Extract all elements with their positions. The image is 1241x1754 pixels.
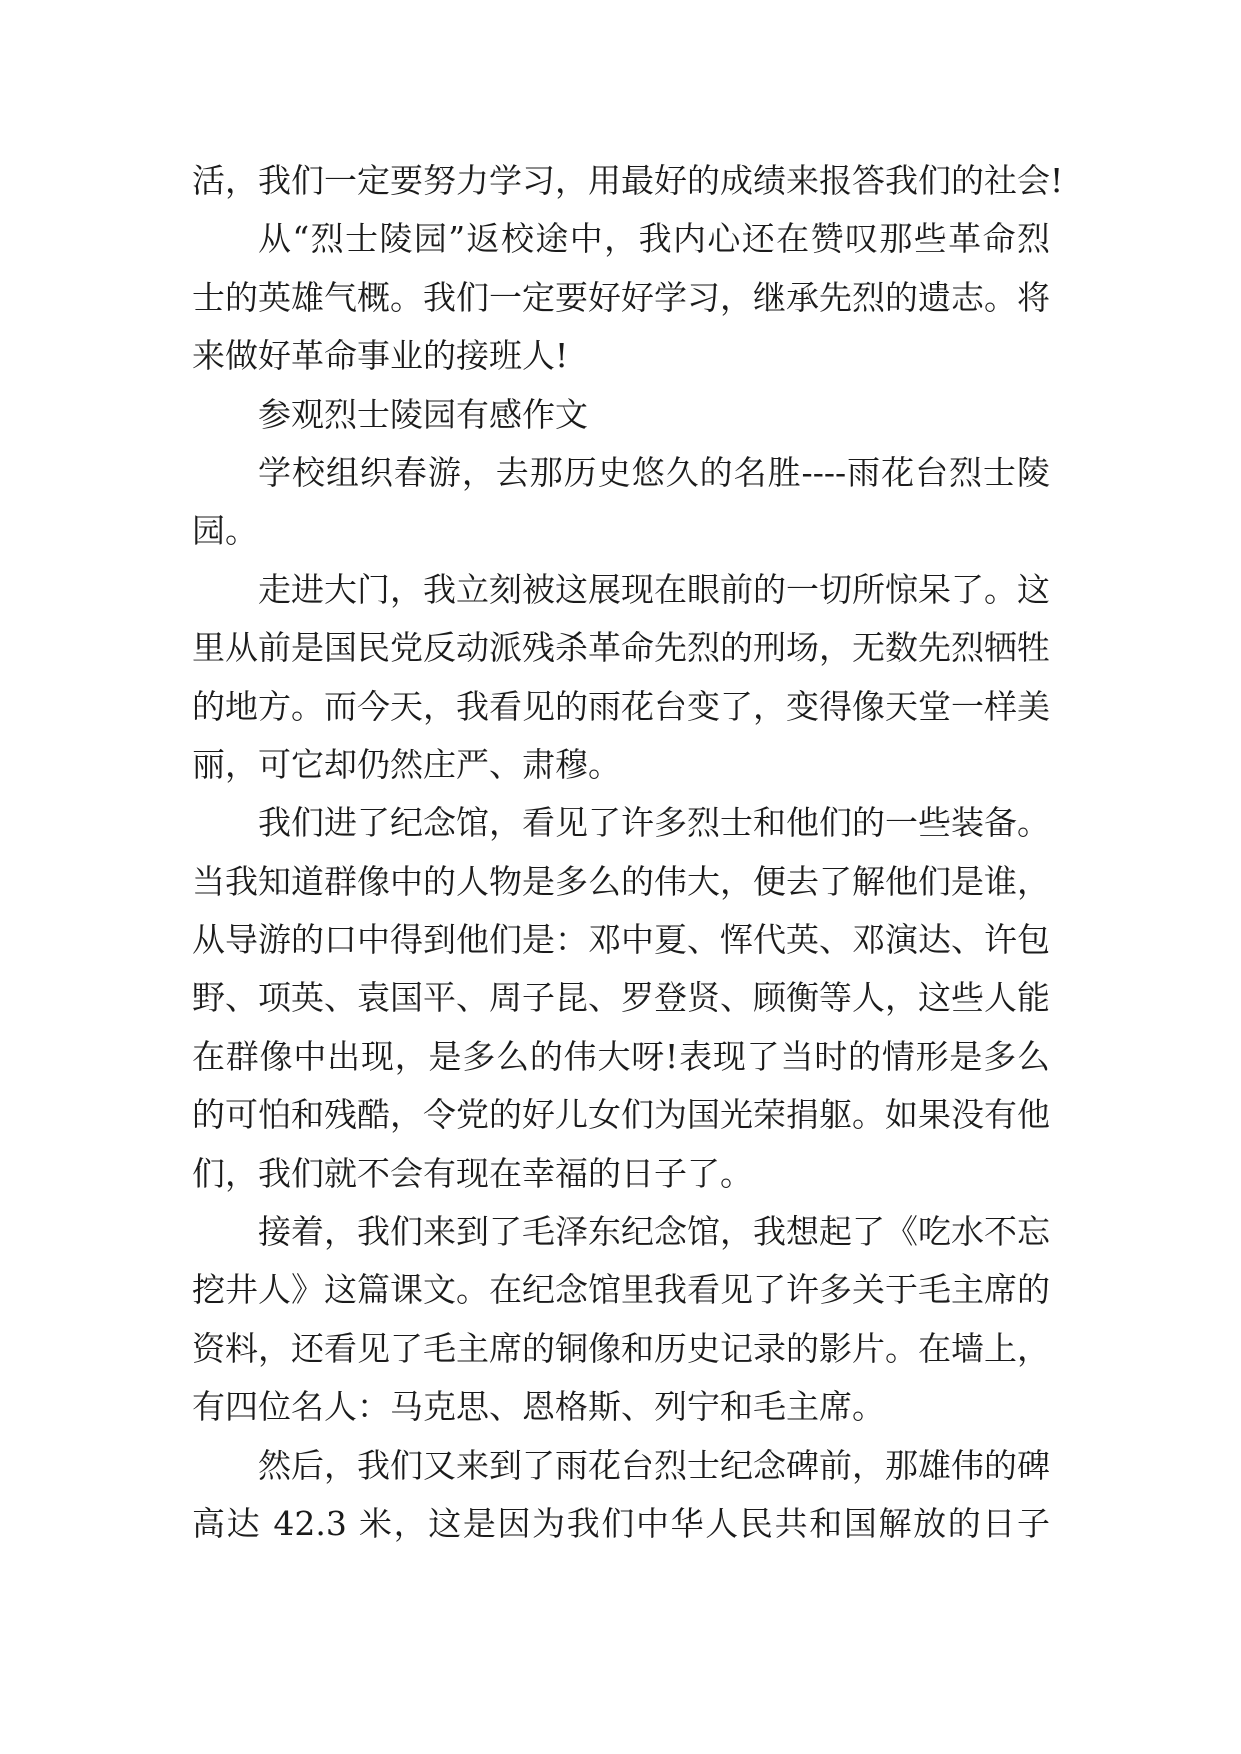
paragraph [192,152,1064,210]
text-line: 接着，我们来到了毛泽东纪念馆，我想起了《吃水不忘 [258,1212,1050,1252]
text-line: 的地方。而今天，我看见的雨花台变了，变得像天堂一样美 [192,686,1050,726]
text-line: 在群像中出现，是多么的伟大呀!表现了当时的情形是多么 [192,1036,1050,1076]
text-line: 园。 [192,511,258,551]
text-line: 士的英雄气概。我们一定要好好学习，继承先烈的遗志。将 [192,277,1050,317]
paragraph [192,1203,1050,1437]
text-line: 资料，还看见了毛主席的铜像和历史记录的影片。在墙上， [192,1328,1050,1368]
text-line: 高达 42.3 米，这是因为我们中华人民共和国解放的日子 [192,1503,1050,1543]
text-line: 活，我们一定要努力学习，用最好的成绩来报答我们的社会! [192,161,1064,200]
text-line: 然后，我们又来到了雨花台烈士纪念碑前，那雄伟的碑 [258,1445,1050,1485]
paragraph [192,444,1050,561]
paragraph [192,561,1050,795]
text-line: 们，我们就不会有现在幸福的日子了。 [192,1153,753,1193]
text-line: 从导游的口中得到他们是：邓中夏、恽代英、邓演达、许包 [192,920,1050,960]
text-line: 走进大门，我立刻被这展现在眼前的一切所惊呆了。这 [258,569,1050,609]
text-line: 的可怕和残酷，令党的好儿女们为国光荣捐躯。如果没有他 [192,1095,1050,1135]
paragraph [192,794,1050,1203]
text-line: 我们进了纪念馆，看见了许多烈士和他们的一些装备。 [258,803,1050,843]
text-line: 里从前是国民党反动派残杀革命先烈的刑场，无数先烈牺牲 [192,628,1050,668]
paragraph [192,210,1050,385]
text-line: 丽，可它却仍然庄严、肃穆。 [192,744,621,784]
text-line: 当我知道群像中的人物是多么的伟大，便去了解他们是谁， [192,861,1050,901]
essay-title [192,386,1050,444]
text-line: 来做好革命事业的接班人! [192,336,569,376]
text-line: 挖井人》这篇课文。在纪念馆里我看见了许多关于毛主席的 [192,1270,1050,1310]
text-line: 学校组织春游，去那历史悠久的名胜----雨花台烈士陵 [258,452,1050,492]
paragraph [192,1437,1050,1554]
text-line: 从“烈士陵园”返校途中，我内心还在赞叹那些革命烈 [258,219,1050,259]
text-line: 野、项英、袁国平、周子昆、罗登贤、顾衡等人，这些人能 [192,978,1050,1018]
text-line: 有四位名人：马克思、恩格斯、列宁和毛主席。 [192,1387,885,1427]
body-text [192,152,1064,1553]
text-line: 参观烈士陵园有感作文 [258,394,588,434]
